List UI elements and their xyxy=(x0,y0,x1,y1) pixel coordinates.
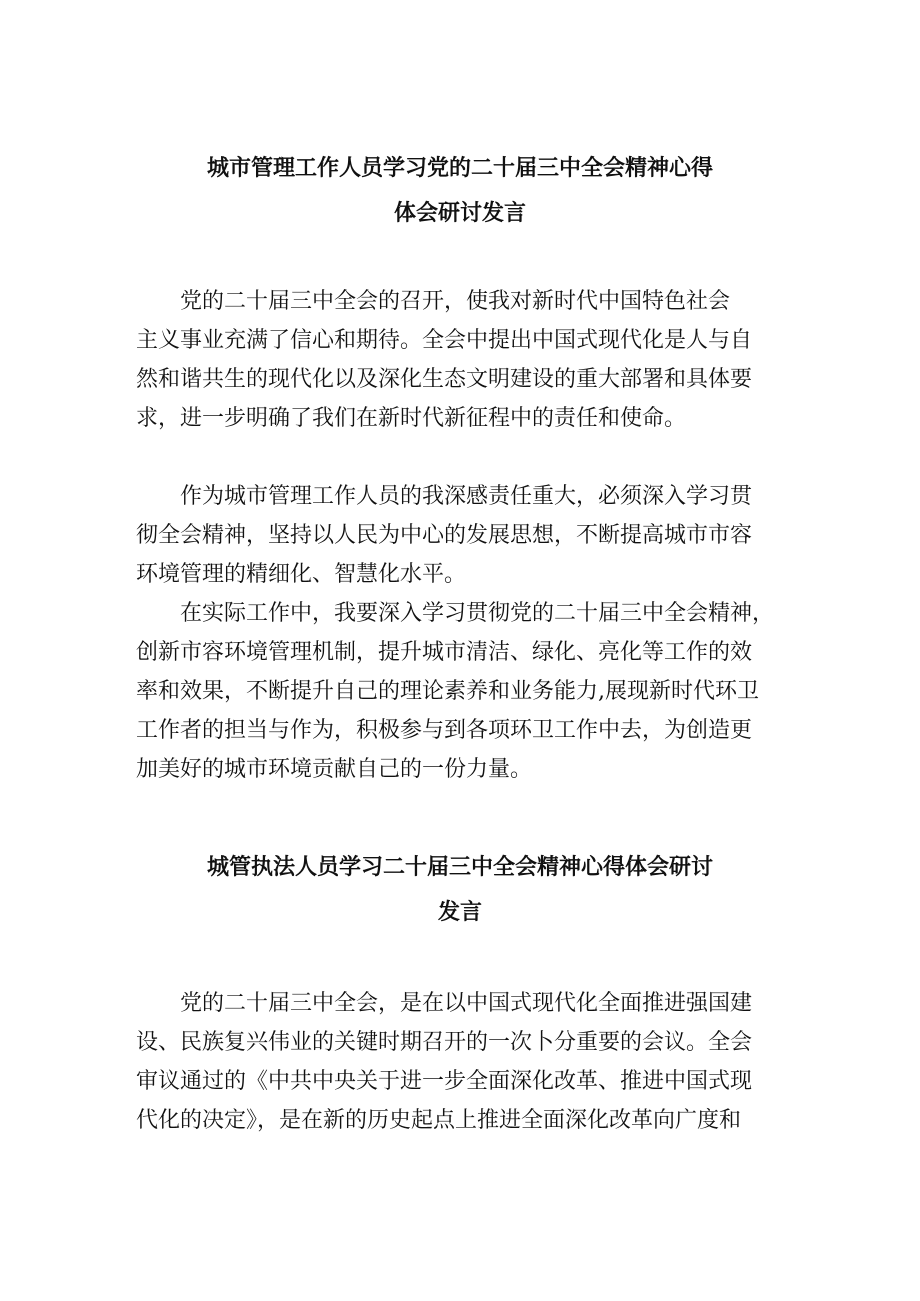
section1-paragraph-1 xyxy=(136,282,786,438)
section1-title-line: 体会研讨发言 xyxy=(393,201,526,226)
section1-title-line: 城市管理工作人员学习党的二十届三中全会精神心得 xyxy=(206,156,713,181)
text-line: 工作者的担当与作为，积极参与到各项环卫工作中去，为创造更 xyxy=(136,718,753,743)
section2-paragraph-1 xyxy=(136,984,786,1140)
text-line: 环境管理的精细化、智慧化水平。 xyxy=(136,562,467,587)
section1-paragraph-3 xyxy=(136,594,786,789)
section2-title-line: 城管执法人员学习二十届三中全会精神心得体会研讨 xyxy=(206,855,713,880)
text-line: 创新市容环境管理机制，提升城市清洁、绿化、亮化等工作的效 xyxy=(136,640,753,665)
text-line: 设、民族复兴伟业的关键时期召开的一次卜分重要的会议。全会 xyxy=(136,1030,753,1055)
text-line: 求，进一步明确了我们在新时代新征程中的责任和使命。 xyxy=(136,406,687,431)
text-line: 审议通过的《中共中央关于进一步全面深化改革、推进中国式现 xyxy=(136,1069,753,1094)
text-line: 代化的决定》，是在新的历史起点上推进全面深化改革向广度和 xyxy=(136,1108,742,1133)
text-line: 彻全会精神，坚持以人民为中心的发展思想，不断提高城市市容 xyxy=(136,523,753,548)
text-line: 主义事业充满了信心和期待。全会中提出中国式现代化是人与自 xyxy=(136,328,753,353)
section1-paragraph-2 xyxy=(136,477,786,594)
text-line: 党的二十届三中全会的召开，使我对新时代中国特色社会 xyxy=(136,289,731,314)
text-line: 作为城市管理工作人员的我深感责任重大，必须深入学习贯 xyxy=(136,484,753,509)
text-line: 党的二十届三中全会，是在以中国式现代化全面推进强国建 xyxy=(136,991,753,1016)
section1-title xyxy=(120,146,800,236)
text-line: 在实际工作中，我要深入学习贯彻党的二十届三中全会精神， xyxy=(136,601,775,626)
section2-title-line: 发言 xyxy=(437,900,482,925)
text-line: 然和谐共生的现代化以及深化生态文明建设的重大部署和具体要 xyxy=(136,367,753,392)
text-line: 加美好的城市环境贡献自己的一份力量。 xyxy=(136,757,533,782)
text-line: 率和效果，不断提升自己的理论素养和业务能力,展现新时代环卫 xyxy=(136,679,759,704)
section2-title xyxy=(120,845,800,935)
